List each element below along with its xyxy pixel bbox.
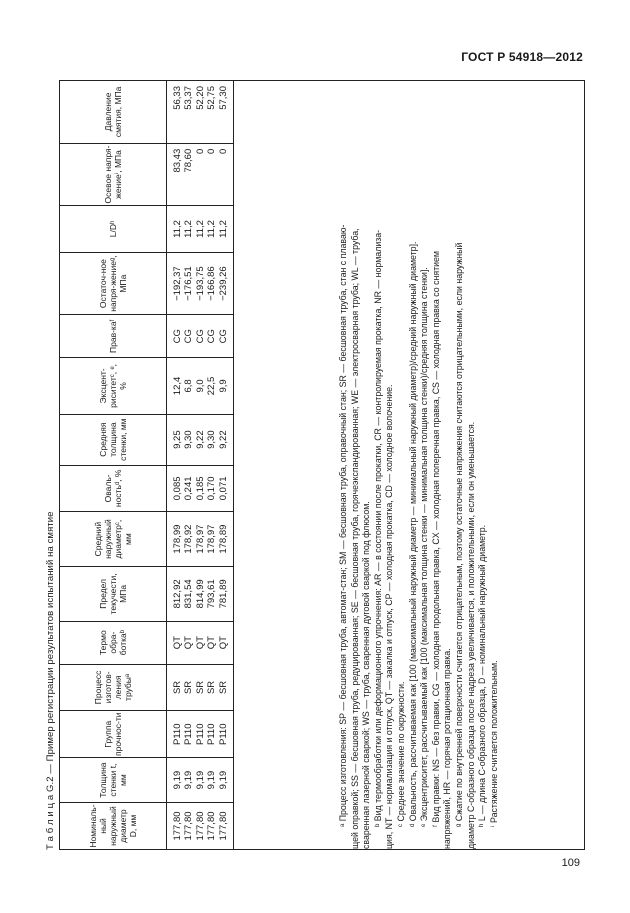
cell: 0,085 (167, 465, 184, 512)
col-eccentricity: Эксцент-риситетᶜ, ᵉ, % (60, 358, 167, 415)
footnote-f-cont: напряжений, HR — горячая ротационная правка. (442, 648, 453, 849)
table-row (206, 81, 217, 849)
cell: 0,185 (195, 465, 206, 512)
footnote-c: ᶜ Среднее значение по окружности. (395, 681, 406, 827)
cell: 814,99 (195, 566, 206, 621)
cell: 22,5 (206, 358, 217, 415)
footnote-i: ⁱ Растяжение считается положительным. (488, 660, 499, 827)
cell: 11,2 (195, 206, 206, 253)
cell: 9,22 (218, 414, 234, 465)
cell: SR (206, 664, 217, 711)
cell: SR (218, 664, 234, 711)
col-collapse-pressure: Давление смятия, МПа (60, 81, 167, 143)
cell: 177,80 (218, 803, 234, 849)
cell: 83,43 (167, 143, 184, 205)
cell: 11,2 (218, 206, 234, 253)
col-ovality: Оваль-ностьᵈ, % (60, 465, 167, 512)
cell: 9,25 (167, 414, 184, 465)
cell: 52,20 (195, 81, 206, 143)
cell: 57,30 (218, 81, 234, 143)
cell: 178,89 (218, 512, 234, 567)
cell: CG (167, 315, 184, 358)
col-heat-treatment: Термо обра-боткаᵇ (60, 621, 167, 664)
cell: 9,9 (218, 358, 234, 415)
cell: 831,54 (183, 566, 194, 621)
cell: 177,80 (183, 803, 194, 849)
table-row (195, 81, 206, 849)
cell: −239,26 (218, 252, 234, 315)
cell: 0 (206, 143, 217, 205)
cell: 793,61 (206, 566, 217, 621)
standard-header: ГОСТ Р 54918—2012 (461, 50, 583, 64)
col-nominal-diameter: Номиналь-ный наружный диаметр D, мм (60, 803, 167, 849)
cell: 178,99 (167, 512, 184, 567)
cell: P110 (206, 711, 217, 758)
cell: QT (167, 621, 184, 664)
cell: 9,30 (183, 414, 194, 465)
footnote-d: ᵈ Овальность, рассчитываемая как [100 (максимальный наружный диаметр — минимальный наружный диаметр)/средний наружный диаметр]. (407, 241, 418, 827)
cell: 9,19 (218, 758, 234, 803)
cell: 178,97 (195, 512, 206, 567)
cell: QT (218, 621, 234, 664)
cell: QT (195, 621, 206, 664)
col-axial-stress: Осевое напря-жениеⁱ, МПа (60, 143, 167, 205)
cell: 177,80 (195, 803, 206, 849)
table-row (183, 81, 194, 849)
cell: 178,97 (206, 512, 217, 567)
table-caption: Т а б л и ц а G.2 — Пример регистрации результатов испытаний на смятие (45, 511, 56, 850)
table-header-row (60, 81, 167, 849)
table-row (167, 81, 184, 849)
table-footnotes (338, 87, 500, 849)
cell: −193,75 (195, 252, 206, 315)
cell: 11,2 (206, 206, 217, 253)
cell: 9,19 (195, 758, 206, 803)
col-yield-strength: Предел текучести, МПа (60, 566, 167, 621)
cell: 0 (195, 143, 206, 205)
cell: −166,86 (206, 252, 217, 315)
cell: 177,80 (167, 803, 184, 849)
page-number: 109 (561, 857, 580, 869)
footnote-b: ᵇ Вид термообработки или деформационного упрочнения: AR — в состоянии после прокатки, CR — контролируемая прокатка, NR — нормализа- (372, 229, 383, 827)
footnote-g-cont: диаметр С-образного образца после надреза увеличивается, и положительными, если он уменьшается. (465, 421, 476, 849)
cell: CG (206, 315, 217, 358)
col-l-d-ratio: L/Dʰ (60, 206, 167, 253)
cell: 53,37 (183, 81, 194, 143)
cell: QT (206, 621, 217, 664)
footnote-a: ᵃ Процесс изготовления: SP — бесшовная труба, автомат-стан; SM — бесшовная труба, оправочный стан; SR — бесшовная труба, стан с плаваю- (338, 224, 348, 827)
cell: P110 (183, 711, 194, 758)
col-wall-thickness: Толщина стенки t, мм (60, 758, 167, 803)
table-frame (59, 80, 585, 850)
cell: CG (195, 315, 206, 358)
col-mean-wall-thickness: Средняя толщина стенки, мм (60, 414, 167, 465)
cell: 78,60 (183, 143, 194, 205)
footnote-b-cont: ция, NT — нормализация и отпуск, QT — закалка и отпуск, CP — холодная прокатка, CD — холодное волочение. (384, 384, 395, 849)
cell: QT (183, 621, 194, 664)
cell: SR (195, 664, 206, 711)
cell: P110 (167, 711, 184, 758)
col-strength-group: Группа прочнос-ти (60, 711, 167, 758)
cell: P110 (195, 711, 206, 758)
cell: 9,0 (195, 358, 206, 415)
footnote-e: ᵉ Эксцентриситет, рассчитываемый как [100 (максимальная толщина стенки — минимальная толщина стенки)/средняя толщина стенки]. (419, 267, 430, 827)
cell: 9,30 (206, 414, 217, 465)
cell: CG (183, 315, 194, 358)
cell: 9,19 (183, 758, 194, 803)
cell: 177,80 (206, 803, 217, 849)
footnote-h: ʰ L — длина С-образного образца, D — номинальный наружный диаметр. (477, 524, 488, 827)
table-row (218, 81, 234, 849)
cell: 0,241 (183, 465, 194, 512)
cell: 6,8 (183, 358, 194, 415)
cell: 11,2 (167, 206, 184, 253)
col-straightening: Прав-каᶠ (60, 315, 167, 358)
cell: 178,92 (183, 512, 194, 567)
cell: SR (167, 664, 184, 711)
cell: 56,33 (167, 81, 184, 143)
col-mean-outer-diameter: Средний наружный диаметрᶜ, мм (60, 512, 167, 567)
cell: −176,51 (183, 252, 194, 315)
cell: 781,89 (218, 566, 234, 621)
col-residual-stress: Остаточ-ное напря-жениеᵍ, МПа (60, 252, 167, 315)
cell: 9,22 (195, 414, 206, 465)
cell: P110 (218, 711, 234, 758)
cell: −192,37 (167, 252, 184, 315)
footnote-a-cont: сваренная лазерной сваркой; WS — труба, сваренная дуговой сваркой под флюсом. (361, 501, 372, 849)
cell: 11,2 (183, 206, 194, 253)
footnote-a-cont: щей оправкой; SS — бесшовная труба, редуцированная; SE — бесшовная труба, горячеэкспандированная; WE — электросварная труба; WL — труба, (349, 228, 360, 849)
cell: 0,170 (206, 465, 217, 512)
cell: 12,4 (167, 358, 184, 415)
footnote-f: ᶠ Вид правки: NS — без правки, CG — холодная продольная правка, CX — холодная поперечная правка, CS — холодная правка со снятием (430, 251, 441, 827)
cell: 9,19 (206, 758, 217, 803)
cell: 52,75 (206, 81, 217, 143)
cell: 0 (218, 143, 234, 205)
footnote-g: ᵍ Сжатие по внутренней поверхности считается отрицательным, поэтому остаточные напряжения считаются отрицательными, если наружный (453, 242, 464, 827)
table-content (45, 80, 585, 850)
cell: SR (183, 664, 194, 711)
cell: CG (218, 315, 234, 358)
col-manufacturing-process: Процесс изготов-ления трубыᵃ (60, 664, 167, 711)
collapse-test-table (60, 81, 234, 849)
cell: 812,92 (167, 566, 184, 621)
rotated-table-page (45, 80, 585, 850)
cell: 0,071 (218, 465, 234, 512)
cell: 9,19 (167, 758, 184, 803)
